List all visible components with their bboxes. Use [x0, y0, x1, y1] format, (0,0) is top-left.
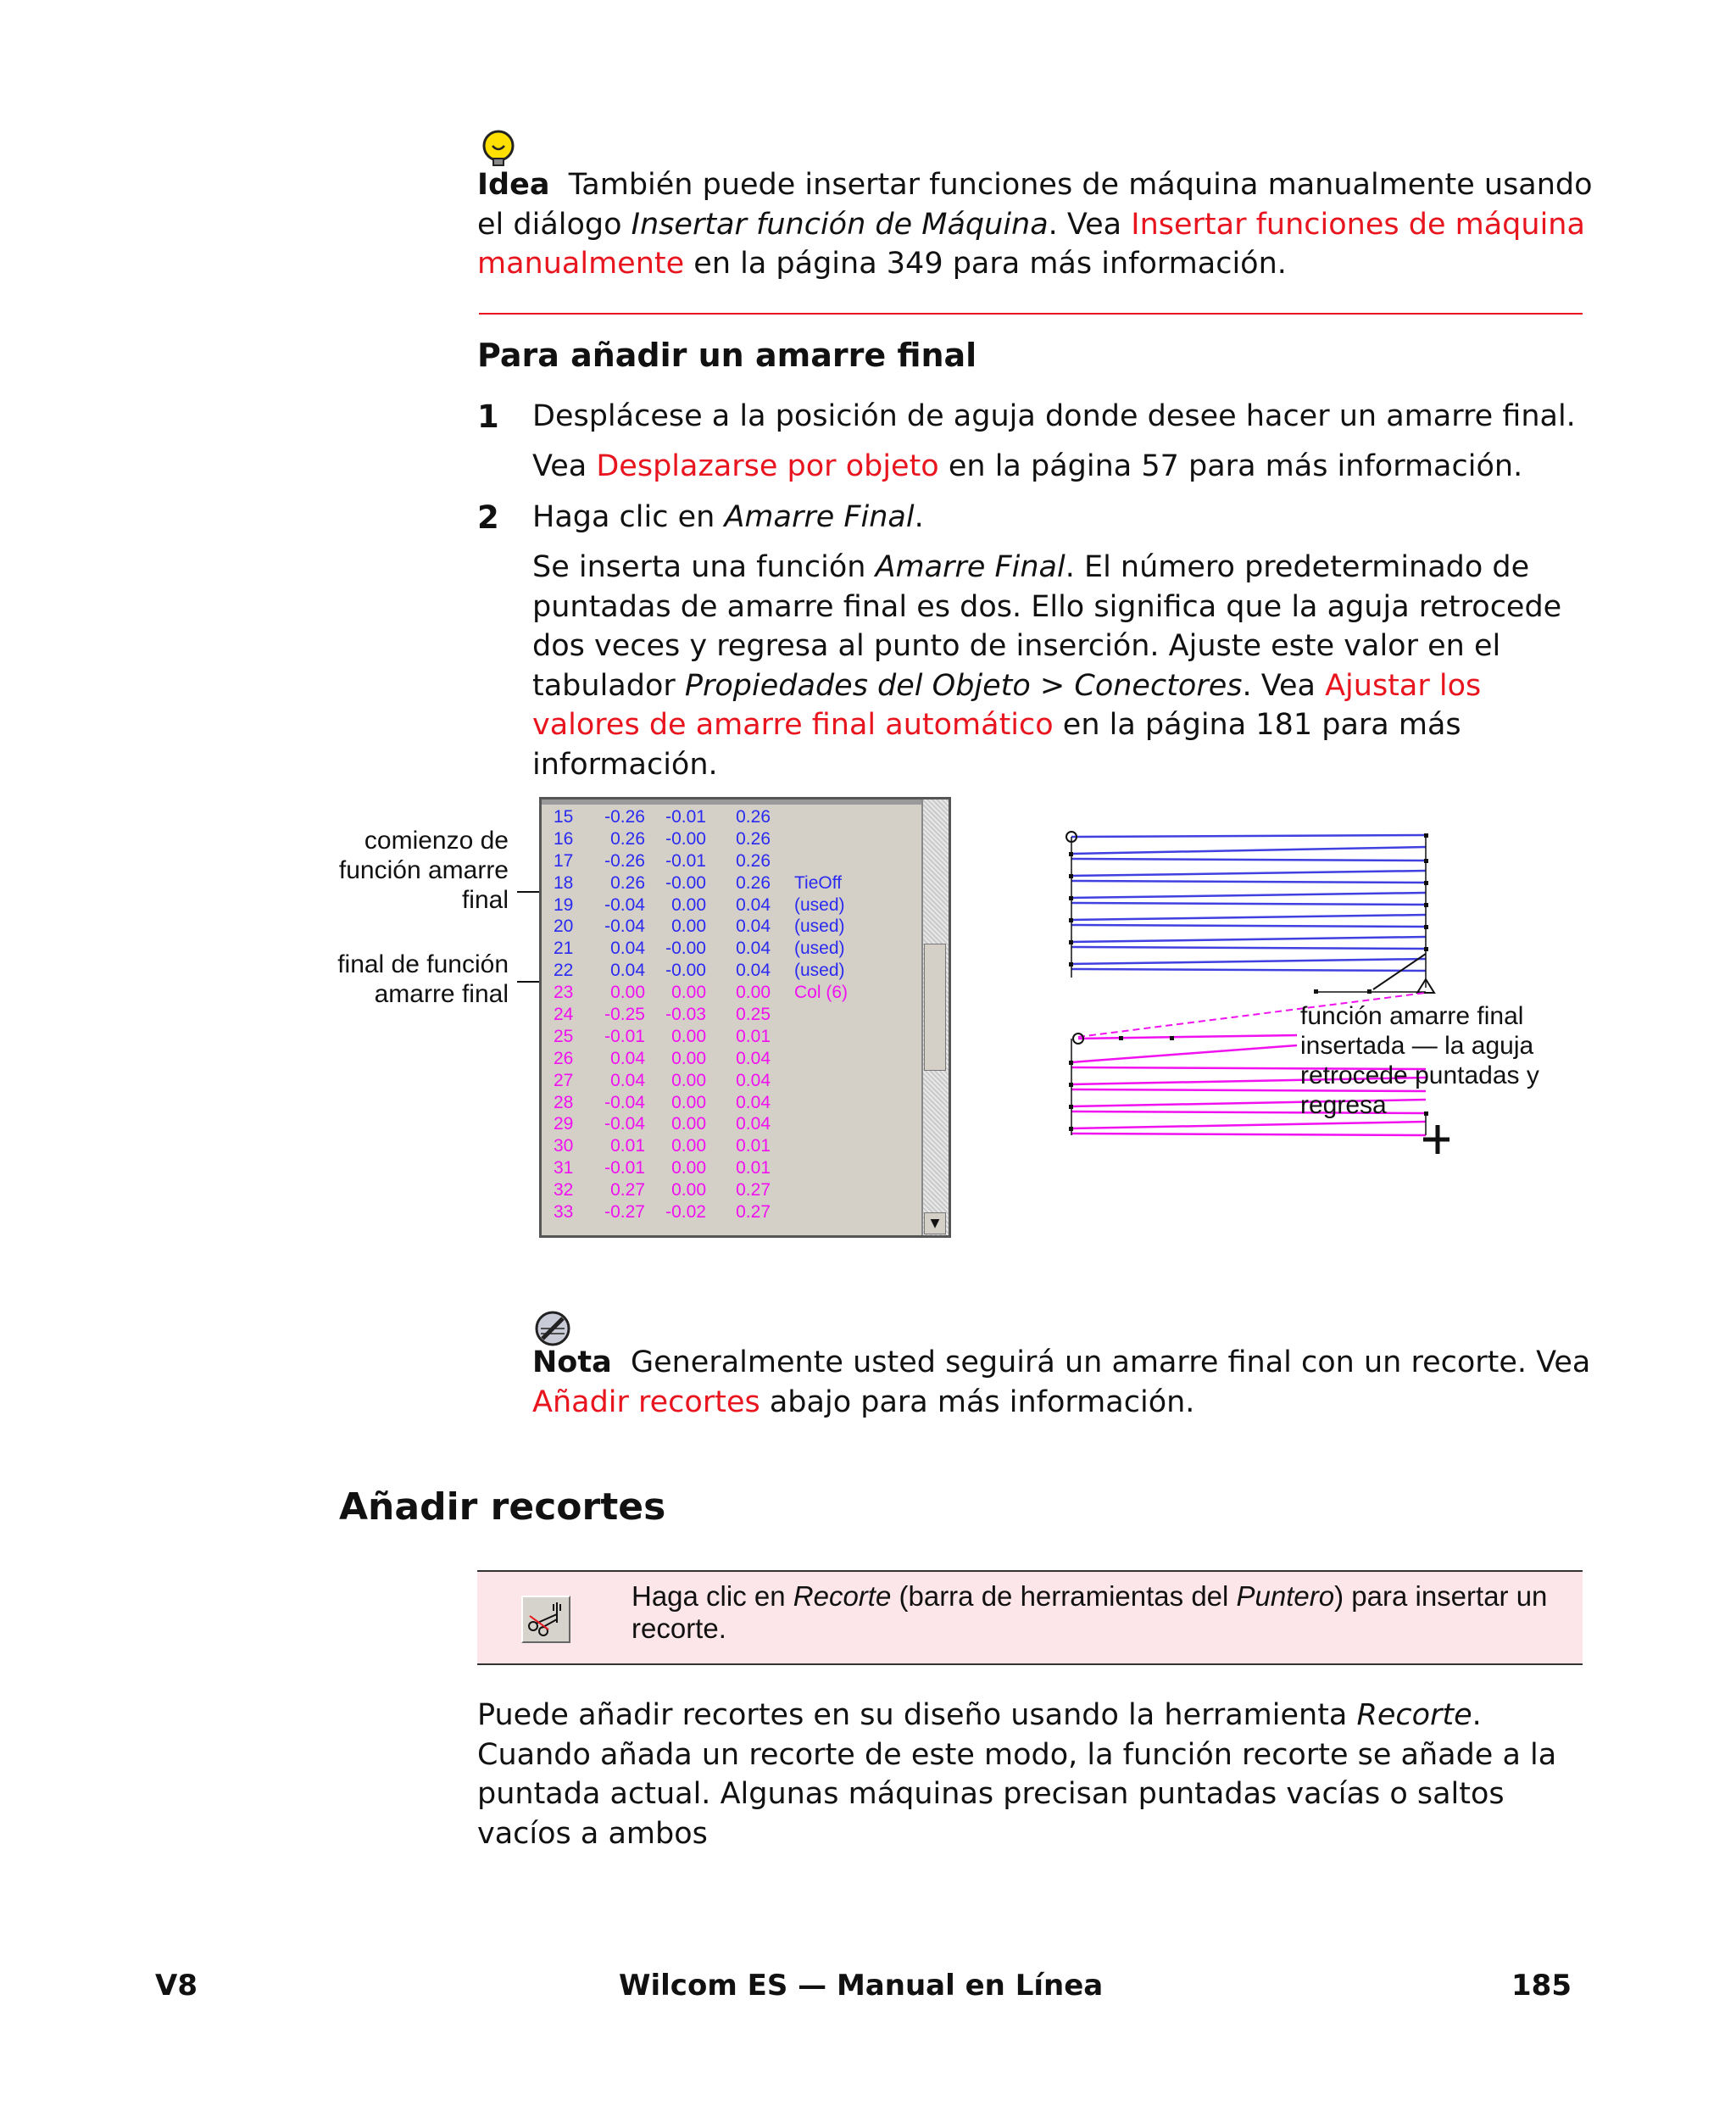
stitch-list-row[interactable] — [554, 894, 918, 916]
stitch-length: 0.26 — [736, 850, 771, 871]
stitch-dy: 0.00 — [671, 916, 706, 937]
magenta-stitch-line — [1078, 1035, 1297, 1039]
footer-page-number: 185 — [1511, 1969, 1572, 2003]
stitch-number: 30 — [554, 1136, 574, 1156]
callout-tieoff-end: final de función amarre final — [337, 950, 509, 1008]
stitch-dy: 0.00 — [671, 1026, 706, 1046]
step-2-text — [532, 498, 1583, 538]
stitch-dy: 0.00 — [671, 1158, 706, 1178]
stitch-dy: -0.01 — [665, 850, 706, 871]
stitch-list-row[interactable] — [554, 960, 918, 982]
idea-link[interactable]: Insertar funciones de máquina manualmente — [477, 207, 1585, 281]
stitch-list-row[interactable] — [554, 806, 918, 828]
stitch-dy: 0.00 — [671, 1092, 706, 1112]
callout-tieoff-inserted: función amarre final insertada — la aguja retrocede puntadas y regresa — [1300, 1002, 1539, 1119]
stitch-dx: 0.26 — [610, 828, 645, 849]
step-2-pre: Haga clic en — [532, 500, 725, 534]
stitch-dx: 0.04 — [610, 939, 645, 959]
tool-text-pre: Haga clic en — [632, 1580, 793, 1612]
footer-title: Wilcom ES — Manual en Línea — [619, 1969, 1104, 2003]
step-1-number: 1 — [477, 398, 499, 435]
stitch-length: 0.04 — [736, 939, 771, 959]
blue-stitch-line — [1071, 937, 1426, 942]
stitch-number: 20 — [554, 916, 574, 937]
stitch-number: 23 — [554, 983, 574, 1003]
stitch-dx: 0.04 — [610, 1070, 645, 1090]
step-2-sub-3: . Vea — [1242, 668, 1326, 703]
stitch-list-row[interactable] — [554, 872, 918, 894]
stitch-length: 0.04 — [736, 1092, 771, 1112]
stitch-length: 0.27 — [736, 1180, 771, 1201]
tool-text-post: ) para insertar un recorte. — [632, 1580, 1548, 1644]
stitch-list-row[interactable] — [554, 938, 918, 960]
stitch-dx: -0.04 — [604, 1092, 645, 1112]
stitch-dy: 0.00 — [671, 983, 706, 1003]
step-2-sub-2: . El número predeterminado de puntadas de amarre final es dos. Ello significa que la aguja retrocede dos veces y regresa al punto de inserción. Ajuste este valor en el tabulador — [532, 550, 1562, 703]
callout-tieoff-start: comienzo de función amarre final — [338, 827, 509, 914]
stitch-length: 0.04 — [736, 961, 771, 981]
para-pre: Puede añadir recortes en su diseño usando la herramienta — [477, 1698, 1357, 1732]
blue-stitch-line — [1071, 847, 1426, 854]
stitch-dy: -0.01 — [665, 807, 706, 827]
blue-stitch-line — [1071, 835, 1426, 837]
toolbar-name: Puntero — [1236, 1580, 1335, 1612]
stitch-number: 22 — [554, 961, 574, 981]
stitch-function: (used) — [794, 894, 845, 915]
stitch-dy: 0.00 — [671, 1070, 706, 1090]
stitch-dy: 0.00 — [671, 1180, 706, 1201]
stitch-length: 0.04 — [736, 1114, 771, 1134]
stitch-list-row[interactable] — [554, 1048, 918, 1070]
idea-tip — [477, 165, 1596, 284]
stitch-number: 26 — [554, 1048, 574, 1068]
magenta-stitch-line — [1071, 1122, 1426, 1128]
stitch-number: 18 — [554, 872, 574, 893]
stitch-list-row[interactable] — [554, 1026, 918, 1048]
section-divider — [479, 313, 1583, 315]
stitch-list-row[interactable] — [554, 850, 918, 872]
current-position-cross-icon — [1423, 1125, 1449, 1154]
stitch-list-rows — [554, 806, 918, 1223]
tool-text-mid: (barra de herramientas del — [891, 1580, 1237, 1612]
blue-stitch-line — [1071, 903, 1426, 905]
magenta-stitch-line — [1071, 1134, 1426, 1135]
stitch-dy: -0.00 — [665, 961, 706, 981]
stitch-list-window[interactable] — [539, 797, 951, 1238]
step-1-ref-pre: Vea — [532, 449, 597, 483]
stitch-dy: 0.00 — [671, 1114, 706, 1134]
stitch-function: (used) — [794, 916, 845, 937]
stitch-number: 25 — [554, 1026, 574, 1046]
trim-tool-button[interactable] — [521, 1596, 570, 1643]
idea-text-3: en la página 349 para más información. — [684, 247, 1287, 281]
stitch-dx: -0.26 — [604, 807, 645, 827]
stitch-number: 16 — [554, 828, 574, 849]
stitch-function: Col (6) — [794, 983, 849, 1003]
stitch-function: (used) — [794, 961, 845, 981]
stitch-number: 32 — [554, 1180, 574, 1201]
stitch-dx: 0.26 — [610, 872, 645, 893]
step-2-sub-italic-1: Amarre Final — [875, 550, 1066, 584]
stitch-dx: 0.04 — [610, 961, 645, 981]
stitch-function: TieOff — [794, 872, 843, 893]
stitch-dx: -0.25 — [604, 1005, 645, 1025]
stitch-dx: 0.27 — [610, 1180, 645, 1201]
blue-stitch-line — [1071, 925, 1426, 927]
procedure-heading: Para añadir un amarre final — [477, 337, 977, 374]
stitch-dx: -0.01 — [604, 1026, 645, 1046]
idea-label: Idea — [477, 168, 550, 202]
stitch-list-row[interactable] — [554, 1135, 918, 1157]
note-label: Nota — [532, 1345, 612, 1379]
stitch-dx: -0.04 — [604, 916, 645, 937]
stitch-list-row[interactable] — [554, 982, 918, 1004]
step-2-sub-1: Se inserta una función — [532, 550, 876, 584]
stitch-length: 0.00 — [736, 983, 771, 1003]
stitch-dx: 0.00 — [610, 983, 645, 1003]
blue-stitch-line — [1071, 893, 1426, 898]
stitch-dx: 0.01 — [610, 1136, 645, 1156]
blue-stitch-line — [1071, 959, 1426, 964]
stitch-length: 0.01 — [736, 1026, 771, 1046]
stitch-length: 0.26 — [736, 807, 771, 827]
idea-text-2: . Vea — [1048, 207, 1132, 242]
stitch-dy: -0.00 — [665, 939, 706, 959]
trim-paragraph — [477, 1696, 1588, 1853]
note-text-2: abajo para más información. — [760, 1384, 1195, 1419]
vertical-scrollbar[interactable] — [921, 799, 949, 1235]
step-2-number: 2 — [477, 499, 499, 536]
stitch-list-row[interactable] — [554, 828, 918, 850]
stitch-dy: -0.00 — [665, 872, 706, 893]
stitch-list-row[interactable] — [554, 1157, 918, 1179]
step-2-sub-italic-2: Propiedades del Objeto > Conectores — [684, 668, 1243, 703]
stitch-length: 0.26 — [736, 872, 771, 893]
trim-tool-instruction — [632, 1580, 1564, 1645]
blue-stitch-line — [1071, 947, 1426, 949]
stitch-number: 31 — [554, 1158, 574, 1178]
step-1-ref-post: en la página 57 para más información. — [938, 449, 1523, 483]
blue-stitch-block — [1071, 835, 1426, 971]
stitch-dx: -0.01 — [604, 1158, 645, 1178]
stitch-dx: -0.27 — [604, 1202, 645, 1223]
stitch-number: 17 — [554, 850, 574, 871]
stitch-number: 15 — [554, 807, 574, 827]
stitch-number: 33 — [554, 1202, 574, 1223]
stitch-list-row[interactable] — [554, 1201, 918, 1223]
stitch-length: 0.04 — [736, 1048, 771, 1068]
stitch-length: 0.04 — [736, 1070, 771, 1090]
note-link[interactable]: Añadir recortes — [532, 1384, 760, 1419]
stitch-number: 21 — [554, 939, 574, 959]
magenta-stitch-line — [1071, 1045, 1297, 1062]
step-2-link[interactable]: Ajustar los valores de amarre final automático — [532, 668, 1482, 742]
note-text: Generalmente usted seguirá un amarre final con un recorte. Vea — [630, 1345, 1591, 1379]
lightbulb-icon — [478, 129, 519, 170]
step-2-explanation — [532, 548, 1592, 784]
stitch-length: 0.26 — [736, 828, 771, 849]
stitch-length: 0.04 — [736, 916, 771, 937]
footer-version: V8 — [155, 1969, 198, 2003]
stitch-dy: -0.02 — [665, 1202, 706, 1223]
stitch-function: (used) — [794, 939, 845, 959]
section-heading: Añadir recortes — [339, 1485, 666, 1529]
step-2-post: . — [914, 500, 924, 534]
step-1-reference — [532, 447, 1583, 487]
note-pencil-icon — [534, 1310, 571, 1347]
tool-name: Recorte — [793, 1580, 892, 1612]
step-2-tool-name: Amarre Final — [724, 500, 915, 534]
stitch-number: 27 — [554, 1070, 574, 1090]
stitch-dx: -0.04 — [604, 1114, 645, 1134]
blue-stitch-line — [1071, 881, 1426, 883]
stitch-list-header — [542, 799, 923, 805]
para-tool-name: Recorte — [1356, 1698, 1472, 1732]
blue-stitch-line — [1071, 871, 1426, 876]
note-block — [532, 1343, 1592, 1422]
stitch-length: 0.27 — [736, 1202, 771, 1223]
step-1-link[interactable]: Desplazarse por objeto — [596, 449, 939, 483]
stitch-list-row[interactable] — [554, 916, 918, 938]
idea-text-1: También puede insertar funciones de máquina manualmente usando el diálogo — [477, 168, 1593, 242]
stitch-dy: -0.03 — [665, 1005, 706, 1025]
stitch-dy: 0.00 — [671, 1048, 706, 1068]
stitch-dx: -0.26 — [604, 850, 645, 871]
para-post: . Cuando añada un recorte de este modo, la función recorte se añade a la puntada actual. Algunas máquinas precisan puntadas vacías o saltos vacíos a ambos — [477, 1698, 1557, 1851]
scrollbar-thumb[interactable] — [924, 944, 946, 1071]
blue-stitch-line — [1071, 969, 1426, 971]
blue-stitch-line — [1071, 915, 1426, 920]
stitch-dy: 0.00 — [671, 894, 706, 915]
stitch-list-row[interactable] — [554, 1113, 918, 1135]
idea-dialog-name: Insertar función de Máquina — [631, 207, 1049, 242]
tool-tip-box — [477, 1570, 1583, 1665]
stitch-number: 29 — [554, 1114, 574, 1134]
stitch-length: 0.01 — [736, 1158, 771, 1178]
stitch-number: 24 — [554, 1005, 574, 1025]
stitch-length: 0.25 — [736, 1005, 771, 1025]
stitch-list-row[interactable] — [554, 1092, 918, 1114]
trim-scissors-icon — [523, 1597, 569, 1641]
stitch-dx: -0.04 — [604, 894, 645, 915]
stitch-length: 0.01 — [736, 1136, 771, 1156]
stitch-list-row[interactable] — [554, 1004, 918, 1026]
stitch-list-row[interactable] — [554, 1070, 918, 1092]
stitch-dy: 0.00 — [671, 1136, 706, 1156]
stitch-dx: 0.04 — [610, 1048, 645, 1068]
stitch-length: 0.04 — [736, 894, 771, 915]
stitch-list-row[interactable] — [554, 1179, 918, 1201]
stitch-number: 19 — [554, 894, 574, 915]
step-2-sub-4: en la página 181 para más información. — [532, 708, 1461, 782]
blue-stitch-line — [1071, 859, 1426, 861]
step-1-text: Desplácese a la posición de aguja donde desee hacer un amarre final. — [532, 399, 1576, 433]
stitch-dy: -0.00 — [665, 828, 706, 849]
stitch-number: 28 — [554, 1092, 574, 1112]
scroll-down-arrow-icon[interactable]: ▼ — [924, 1212, 946, 1234]
